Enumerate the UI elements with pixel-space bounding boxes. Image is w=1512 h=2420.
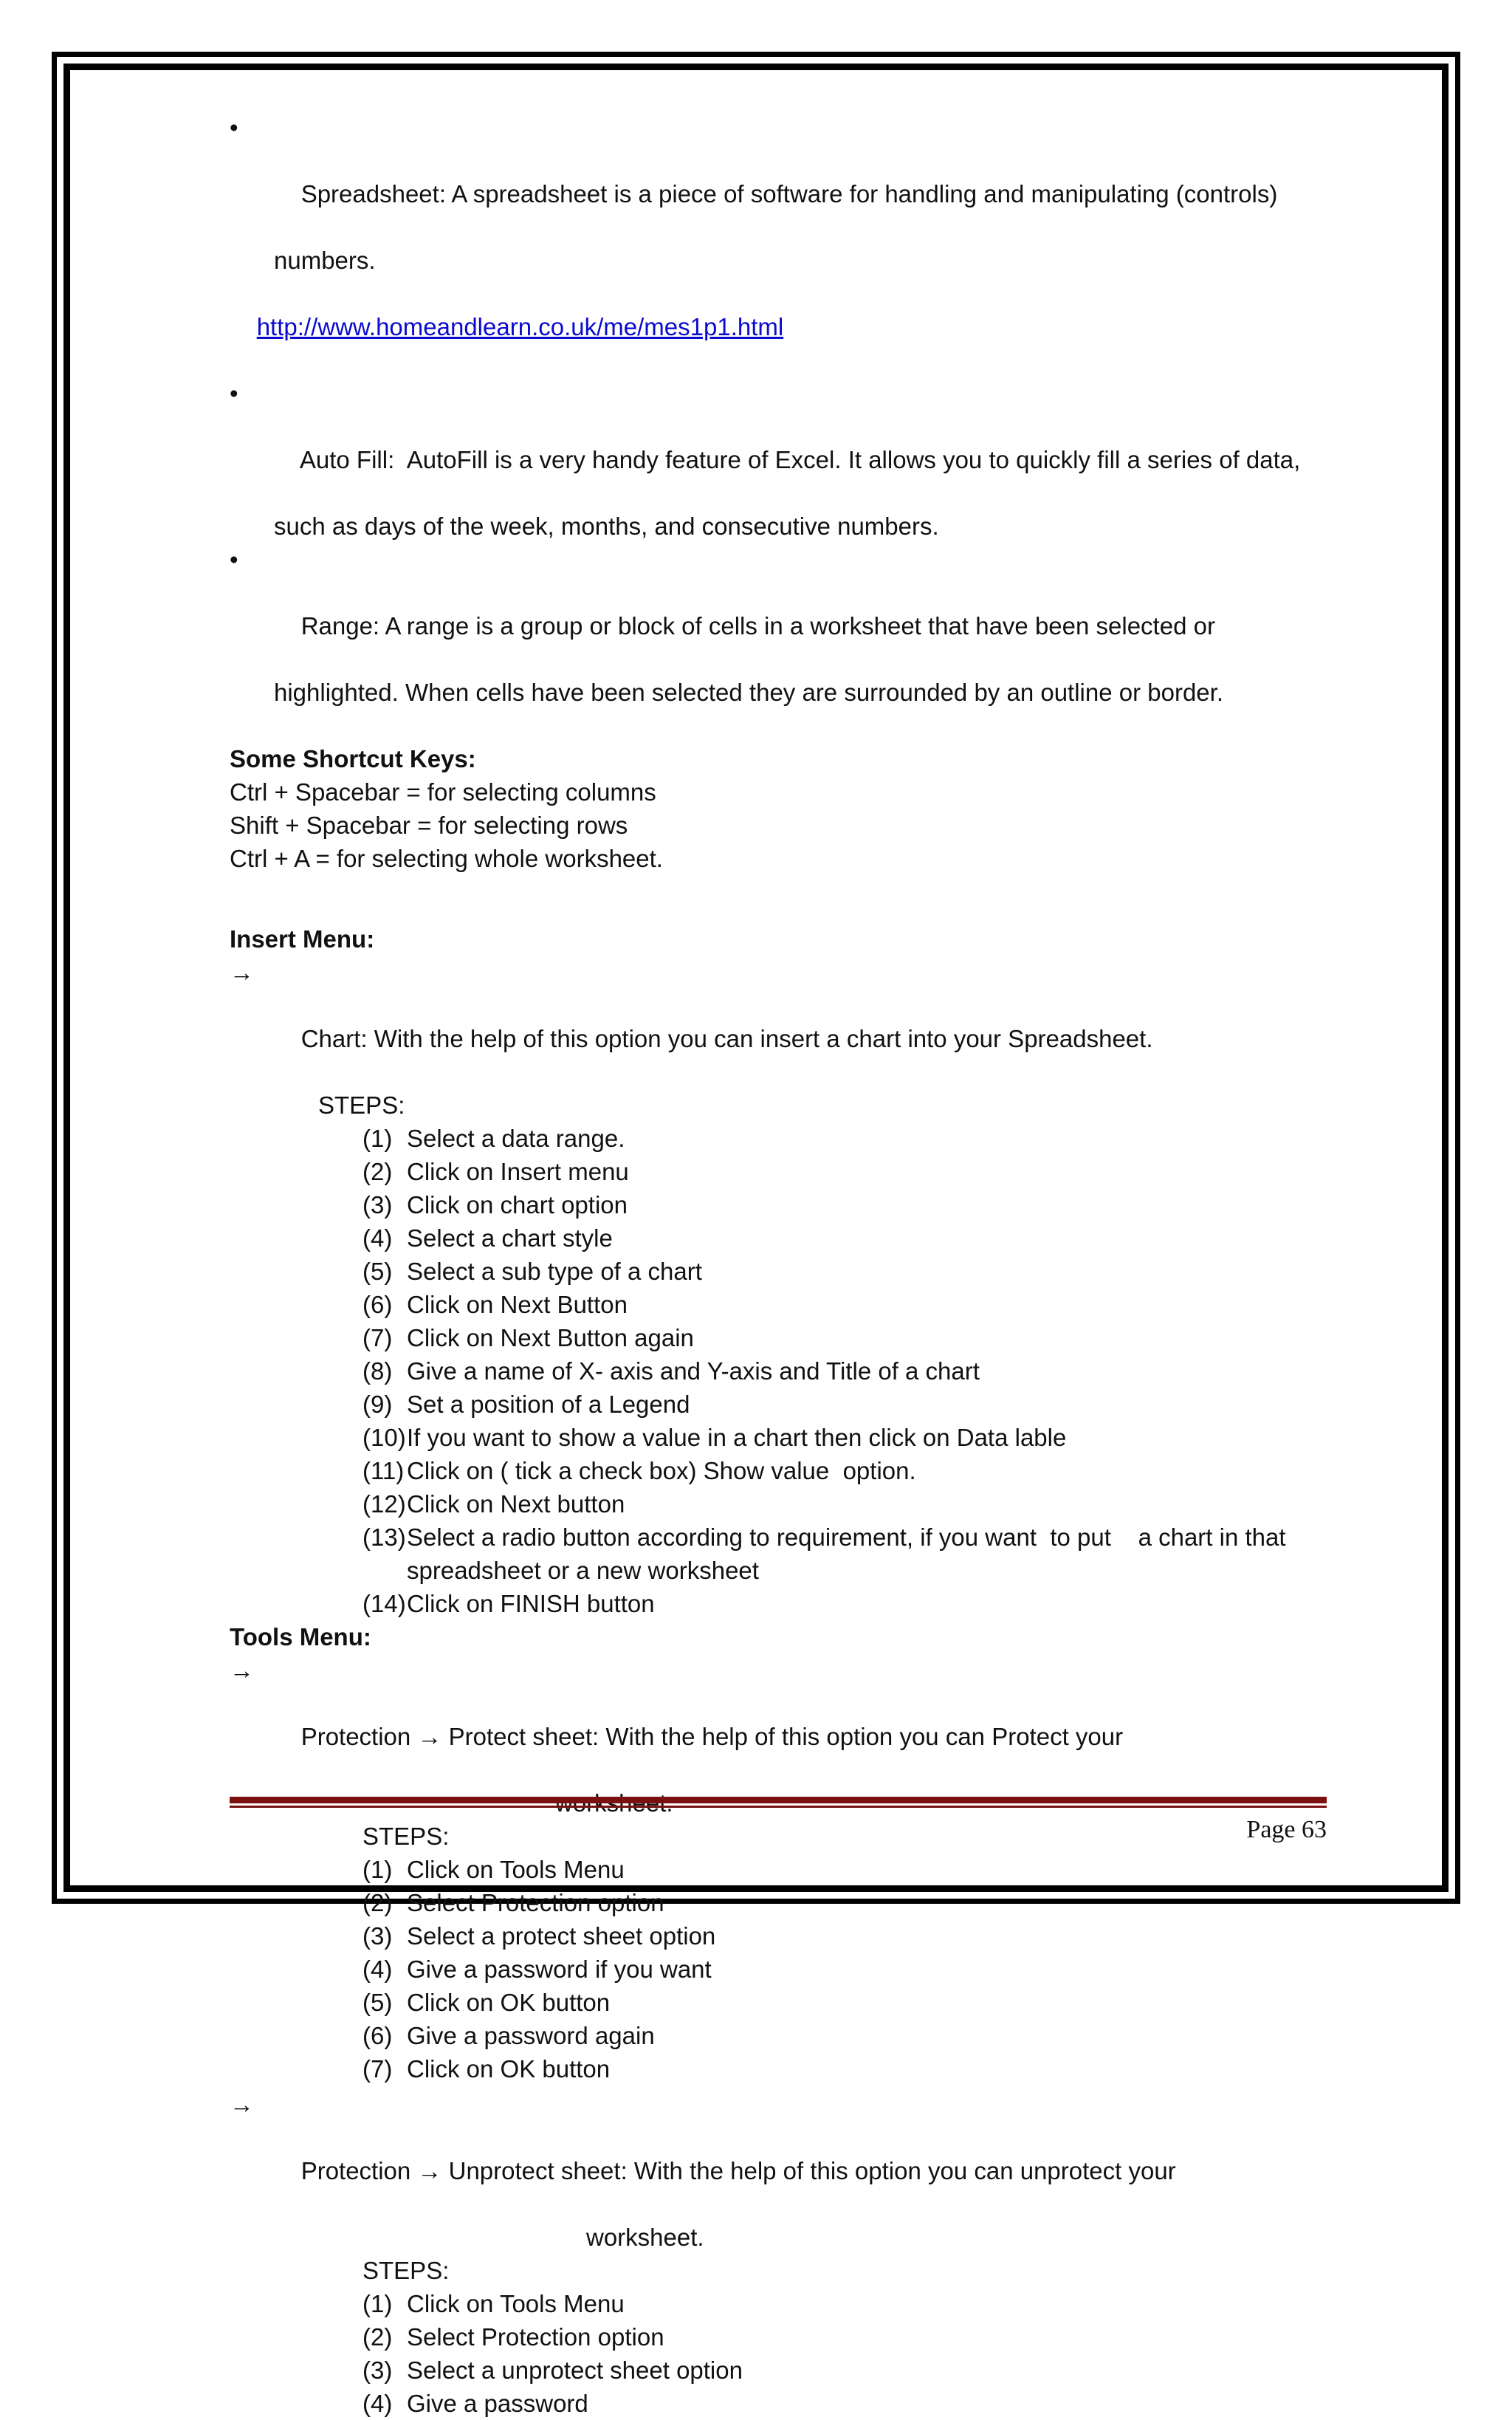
step-number: (2) bbox=[362, 1158, 393, 1185]
step-number: (4) bbox=[362, 1955, 393, 1983]
protect-intro-text-a: Protection bbox=[300, 1723, 418, 1750]
step-text: Click on ( tick a check box) Show value option. bbox=[407, 1457, 916, 1484]
step-number: (8) bbox=[362, 1357, 393, 1385]
step-item bbox=[230, 1953, 1337, 1986]
step-item bbox=[230, 2287, 1337, 2320]
protect-intro bbox=[230, 1653, 1337, 1786]
step-item bbox=[230, 1853, 1337, 1886]
step-item bbox=[230, 1288, 1337, 1321]
step-item bbox=[230, 1487, 1337, 1521]
footer-rule bbox=[230, 1797, 1327, 1803]
shortcut-item: Ctrl + A = for selecting whole worksheet. bbox=[230, 845, 663, 872]
step-item bbox=[230, 1421, 1337, 1454]
reference-link[interactable]: http://www.homeandlearn.co.uk/me/mes1p1.html bbox=[256, 313, 784, 340]
step-text: Give a name of X- axis and Y-axis and Title of a chart bbox=[407, 1357, 980, 1385]
unprotect-intro-text-b: Unprotect sheet: With the help of this option you can unprotect your bbox=[441, 2157, 1176, 2184]
steps-label: STEPS: bbox=[318, 1091, 405, 1119]
step-text: Select a sub type of a chart bbox=[407, 1258, 702, 1285]
step-text: spreadsheet or a new worksheet bbox=[407, 1557, 759, 1584]
arrow-icon: → bbox=[230, 2091, 254, 2118]
document-body bbox=[230, 111, 1337, 2420]
step-number: (1) bbox=[362, 1856, 393, 1883]
step-item bbox=[230, 1388, 1337, 1421]
unprotect-intro bbox=[230, 2088, 1337, 2221]
unprotect-intro-text-a: Protection bbox=[300, 2157, 418, 2184]
bullet-marker: • bbox=[230, 380, 238, 407]
step-number: (7) bbox=[362, 1324, 393, 1351]
unprotect-steps-list bbox=[230, 2287, 1337, 2420]
steps-label: STEPS: bbox=[362, 2257, 450, 2284]
insert-steps-list bbox=[230, 1122, 1337, 1620]
reference-link-row bbox=[230, 277, 1337, 377]
right-arrow-icon: → bbox=[417, 1723, 442, 1750]
step-text: Select a radio button according to requirement, if you want to put a chart in that bbox=[407, 1523, 1286, 1551]
step-number: (9) bbox=[362, 1391, 393, 1418]
shortcut-item: Ctrl + Spacebar = for selecting columns bbox=[230, 778, 656, 806]
step-number: (3) bbox=[362, 2356, 393, 2384]
step-item bbox=[230, 2019, 1337, 2052]
step-item bbox=[230, 2354, 1337, 2387]
bullet-text-continued: such as days of the week, months, and consecutive numbers. bbox=[274, 513, 939, 540]
step-item bbox=[230, 1587, 1337, 1620]
step-number: (14) bbox=[362, 1590, 406, 1617]
insert-menu-intro-text: Chart: With the help of this option you can insert a chart into your Spreadsheet. bbox=[300, 1025, 1153, 1052]
step-number: (2) bbox=[362, 1889, 393, 1916]
step-number: (12) bbox=[362, 1490, 406, 1518]
step-text: Select Protection option bbox=[407, 1889, 664, 1916]
step-text: Click on FINISH button bbox=[407, 1590, 655, 1617]
bullet-text: Auto Fill: AutoFill is a very handy feature of Excel. It allows you to quickly fill a series of data, bbox=[299, 446, 1301, 473]
step-number: (7) bbox=[362, 2055, 393, 2083]
step-text: Select a protect sheet option bbox=[407, 1922, 716, 1950]
step-text: Select a unprotect sheet option bbox=[407, 2356, 743, 2384]
step-number: (3) bbox=[362, 1191, 393, 1218]
arrow-icon: → bbox=[230, 959, 254, 986]
step-text: Give a password again bbox=[407, 2022, 655, 2049]
shortcut-item: Shift + Spacebar = for selecting rows bbox=[230, 812, 628, 839]
protect-intro-text-b: Protect sheet: With the help of this option you can Protect your bbox=[441, 1723, 1124, 1750]
unprotect-intro-continued: worksheet. bbox=[586, 2224, 704, 2251]
step-number: (1) bbox=[362, 2290, 393, 2317]
step-text: Click on Tools Menu bbox=[407, 1856, 625, 1883]
step-number: (4) bbox=[362, 1224, 393, 1252]
right-arrow-icon: → bbox=[417, 2157, 442, 2184]
step-text: Select a chart style bbox=[407, 1224, 613, 1252]
step-text: If you want to show a value in a chart then click on Data lable bbox=[407, 1424, 1067, 1451]
bullet-text-continued: numbers. bbox=[274, 247, 376, 274]
arrow-icon: → bbox=[230, 1656, 254, 1684]
footer-rule-thin bbox=[230, 1806, 1327, 1808]
step-number: (13) bbox=[362, 1523, 406, 1551]
step-text: Select a data range. bbox=[407, 1125, 625, 1152]
bullet-text-continued: highlighted. When cells have been selected they are surrounded by an outline or border. bbox=[274, 679, 1224, 706]
step-text: Click on Next Button bbox=[407, 1291, 628, 1318]
step-item bbox=[230, 1255, 1337, 1288]
step-item bbox=[230, 1986, 1337, 2019]
step-text: Give a password if you want bbox=[407, 1955, 712, 1983]
step-item bbox=[230, 1886, 1337, 1919]
step-text: Click on OK button bbox=[407, 1989, 611, 2016]
protect-steps-list bbox=[230, 1853, 1337, 2085]
step-number: (10) bbox=[362, 1424, 406, 1451]
step-text: Click on Insert menu bbox=[407, 1158, 629, 1185]
step-number: (5) bbox=[362, 1989, 393, 2016]
bullet-text: Spreadsheet: A spreadsheet is a piece of software for handling and manipulating (controls) bbox=[300, 180, 1278, 208]
step-number: (1) bbox=[362, 1125, 393, 1152]
step-item bbox=[230, 1354, 1337, 1388]
step-item bbox=[230, 2320, 1337, 2354]
step-text: Click on Tools Menu bbox=[407, 2290, 625, 2317]
step-number: (11) bbox=[362, 1457, 405, 1484]
shortcut-heading: Some Shortcut Keys: bbox=[230, 745, 476, 772]
step-item bbox=[230, 1554, 1337, 1587]
step-item bbox=[230, 1122, 1337, 1155]
step-item bbox=[230, 1454, 1337, 1487]
step-text: Select Protection option bbox=[407, 2323, 664, 2351]
bullet-text: Range: A range is a group or block of cells in a worksheet that have been selected or bbox=[300, 612, 1215, 640]
bullet-item bbox=[230, 111, 1337, 244]
insert-menu-intro bbox=[230, 956, 1337, 1089]
step-text: Click on Next Button again bbox=[407, 1324, 694, 1351]
step-number: (5) bbox=[362, 1258, 393, 1285]
step-item bbox=[230, 2052, 1337, 2085]
steps-label: STEPS: bbox=[362, 1823, 450, 1850]
bullet-item bbox=[230, 377, 1337, 510]
bullet-item bbox=[230, 543, 1337, 676]
step-number: (2) bbox=[362, 2323, 393, 2351]
step-item bbox=[230, 1188, 1337, 1221]
step-text: Click on Next button bbox=[407, 1490, 625, 1518]
step-item bbox=[230, 1919, 1337, 1953]
step-item bbox=[230, 2387, 1337, 2420]
step-number: (3) bbox=[362, 1922, 393, 1950]
page-number: Page 63 bbox=[1246, 1816, 1327, 1843]
step-item bbox=[230, 1521, 1337, 1554]
insert-menu-heading: Insert Menu: bbox=[230, 925, 375, 953]
step-number: (6) bbox=[362, 2022, 393, 2049]
step-item bbox=[230, 1155, 1337, 1188]
step-number: (4) bbox=[362, 2390, 393, 2417]
step-text: Click on OK button bbox=[407, 2055, 611, 2083]
step-text: Click on chart option bbox=[407, 1191, 628, 1218]
bullet-marker: • bbox=[230, 114, 238, 141]
tools-menu-heading: Tools Menu: bbox=[230, 1623, 371, 1651]
step-number: (6) bbox=[362, 1291, 393, 1318]
step-text: Set a position of a Legend bbox=[407, 1391, 690, 1418]
bullet-marker: • bbox=[230, 546, 238, 573]
step-item bbox=[230, 1221, 1337, 1255]
step-item bbox=[230, 1321, 1337, 1354]
step-text: Give a password bbox=[407, 2390, 588, 2417]
